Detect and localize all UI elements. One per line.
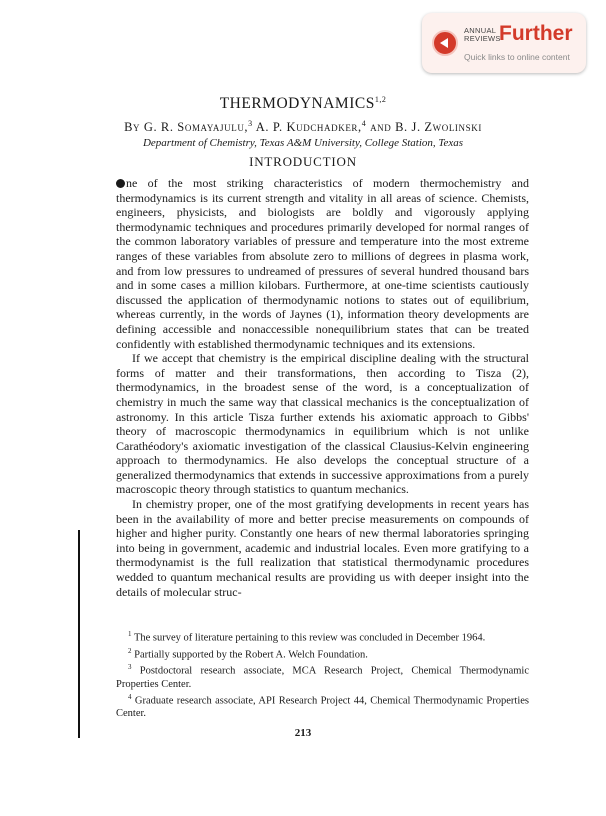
logo-reviews-text: REVIEWS — [464, 34, 501, 43]
back-arrow-icon — [432, 30, 458, 56]
drop-cap-bullet — [116, 179, 125, 188]
further-subtitle: Quick links to online content — [464, 52, 570, 62]
footnote-text: The survey of literature pertaining to this review was concluded in December 1964. — [133, 632, 486, 644]
scan-edge-mark — [78, 530, 80, 738]
affiliation: Department of Chemistry, Texas A&M University, College Station, Texas — [142, 137, 464, 149]
footnote-text: Graduate research associate, API Research Project 44, Chemical Thermodynamic Properties Center. — [116, 695, 530, 719]
article-body — [116, 176, 529, 599]
title-footnote-ref: 1,2 — [374, 95, 387, 104]
footnote-number: 1 — [128, 630, 132, 638]
footnote-1 — [116, 628, 529, 645]
author-2: A. P. Kudchadker, — [252, 120, 362, 135]
footnote-4 — [116, 691, 529, 721]
section-heading: INTRODUCTION — [249, 154, 357, 169]
author-1-footnote-ref: 3 — [248, 119, 253, 128]
footnote-text: Partially supported by the Robert A. Welch Foundation. — [134, 649, 368, 660]
paragraph-1 — [116, 176, 529, 351]
authors-line — [0, 119, 606, 135]
footnote-2 — [116, 645, 529, 662]
paragraph-2: If we accept that chemistry is the empirical discipline dealing with the structural forms of matter and their transformations, then according to Tisza (2), thermodynamics, in the broadest sense of the word, is a conceptualization of chemistry in much the same way that classical mechanics is the conceptualization of astronomy. In this article Tisza further extends his axiomatic approach to Gibbs' theory of macroscopic thermodynamics in equilibrium which is not unlike Carathéodory's axiomatic investigation of the classical Clausius-Kelvin engineering approach to thermodynamics. He also develops the conceptual structure of a generalized thermodynamics that extends in successive approximations from a purely macroscopic theory through statistics to quantum mechanics. — [116, 351, 529, 497]
logo-annual-text: ANNUAL — [464, 26, 497, 35]
author-1: By G. R. Somayajulu, — [124, 120, 249, 135]
paragraph-3: In chemistry proper, one of the most gratifying developments in recent years has been in the availability of more and better precise measurements on compounds of higher and higher purity. Constantly one hears of new thermal laboratories springing into being in government, academic and industrial locales. Even more gratifying to a thermodynamist is the full realization that statistical thermodynamic procedures wedded to quantum mechanical results are providing us with deeper insight into the details of molecular struc- — [116, 497, 529, 599]
author-2-footnote-ref: 4 — [361, 119, 367, 128]
footnote-3 — [116, 661, 529, 691]
annual-reviews-logo — [464, 27, 501, 43]
footnotes — [116, 628, 529, 720]
footnote-text: Postdoctoral research associate, MCA Research Project, Chemical Thermodynamic Properties Center. — [116, 665, 529, 690]
author-3: and B. J. Zwolinski — [366, 120, 482, 135]
title-text: THERMODYNAMICS — [219, 95, 375, 113]
page-number: 213 — [294, 727, 312, 739]
further-label: Further — [499, 22, 573, 45]
footnote-number: 2 — [128, 646, 132, 655]
paragraph-1-text: ne of the most striking characteristics of modern thermochemistry and thermodynamics is its current strength and vitality in all areas of science. Chemists, engineers, physicists, and biologists are boldly and vigorously applying thermodynamic techniques and procedures primarily developed for normal ranges of the common laboratory variables of pressure and temperature into the most extreme ranges of these variables from absolute zero to millions of degrees in plasma work, and from low pressures to undreamed of pressures of several hundred thousand bars and in some cases a million kilobars. Furthermore, at one-time scientists cautiously discussed the application of thermodynamic notions to states out of equilibrium, whereas currently, in the words of Jaynes (1), information theory developments are defining accessible and nonaccessible nonequilibrium states that can be treated confidently with established thermodynamic techniques and its extensions. — [116, 176, 529, 351]
article-title — [0, 95, 606, 113]
further-banner[interactable] — [422, 13, 586, 73]
footnote-number: 3 — [128, 663, 132, 671]
footnote-number: 4 — [128, 692, 132, 701]
